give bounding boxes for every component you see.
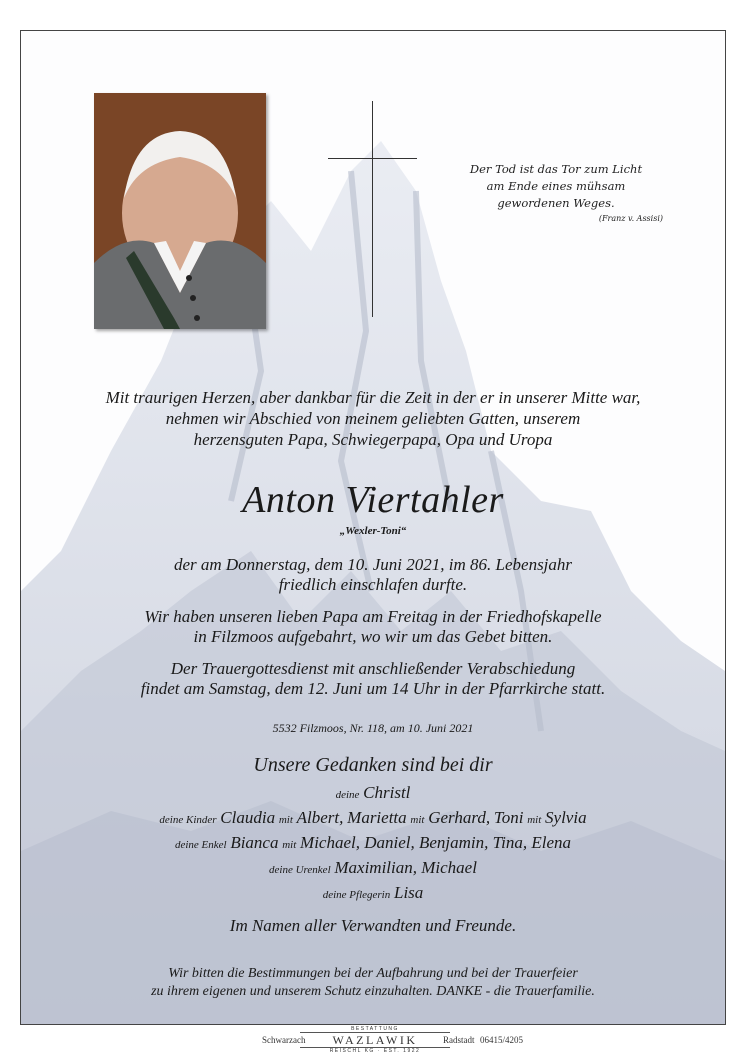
thoughts-heading: Unsere Gedanken sind bei dir (253, 754, 493, 776)
family-name: Lisa (393, 883, 424, 902)
notice-line: Wir haben unseren lieben Papa am Freitag in der Friedhofskapelle (144, 607, 602, 626)
portrait-photo (94, 93, 266, 329)
intro-line: herzensguten Papa, Schwiegerpapa, Opa und Uropa (193, 430, 553, 449)
quote-block (441, 161, 671, 226)
safety-plea (21, 965, 725, 1001)
family-label: deine Pflegerin (322, 889, 391, 901)
family-name: Maximilian, Michael (334, 858, 477, 877)
notice-line: friedlich einschlafen durfte. (278, 575, 468, 594)
family-label: deine (335, 789, 360, 801)
logo-top-text: BESTATTUNG (351, 1026, 399, 1032)
intro-line: Mit traurigen Herzen, aber dankbar für die Zeit in der er in unserer Mitte war, (105, 388, 641, 407)
cross-vertical (372, 101, 373, 317)
family-label: deine Enkel (174, 839, 227, 851)
family-word: mit (278, 814, 293, 826)
laying-out-notice (21, 607, 725, 647)
funeral-service-notice (21, 659, 725, 699)
intro-text (21, 387, 725, 450)
family-word: mit (282, 839, 297, 851)
family-word: mit (410, 814, 425, 826)
family-name: Bianca (230, 833, 279, 852)
family-name: Toni (493, 808, 524, 827)
footer-location-left: Schwarzach (262, 1035, 306, 1045)
notice-line: der am Donnerstag, dem 10. Juni 2021, im 86. Lebensjahr (173, 555, 573, 574)
cross-horizontal (328, 158, 417, 159)
undertaker-footer (0, 1026, 750, 1056)
footer-location-right: Radstadt (443, 1035, 475, 1045)
quote-source: (Franz v. Assisi) (598, 214, 663, 223)
undertaker-logo (300, 1026, 450, 1054)
footer-phone: 06415/4205 (480, 1035, 524, 1045)
family-name: Claudia (220, 808, 276, 827)
family-grandchildren (21, 833, 725, 855)
family-label: deine Kinder (159, 814, 217, 826)
family-name: Michael, Daniel, Benjamin, Tina, Elena (300, 833, 572, 852)
family-name: Sylvia (545, 808, 587, 827)
family-word: mit (527, 814, 542, 826)
quote-line: Der Tod ist das Tor zum Licht (469, 162, 643, 176)
family-great-grandchildren (21, 858, 725, 880)
plea-line: zu ihrem eigenen und unserem Schutz einzuhalten. DANKE - die Trauerfamilie. (151, 984, 595, 999)
death-notice (21, 555, 725, 595)
family-name: Marietta (347, 808, 407, 827)
family-label: deine Urenkel (269, 864, 331, 876)
family-carer (21, 883, 725, 905)
deceased-name: Anton Viertahler (242, 479, 504, 521)
obituary-card (20, 30, 726, 1025)
logo-name: WAZLAWIK (332, 1033, 418, 1047)
notice-line: in Filzmoos aufgebahrt, wo wir um das Gebet bitten. (193, 627, 553, 646)
family-children (21, 808, 725, 830)
plea-line: Wir bitten die Bestimmungen bei der Aufbahrung und bei der Trauerfeier (168, 966, 578, 981)
closing-line: Im Namen aller Verwandten und Freunde. (229, 916, 517, 935)
place-and-date: 5532 Filzmoos, Nr. 118, am 10. Juni 2021 (272, 721, 474, 735)
family-wife (21, 783, 725, 805)
quote-line: gewordenen Weges. (497, 196, 615, 210)
notice-line: findet am Samstag, dem 12. Juni um 14 Uhr in der Pfarrkirche statt. (140, 679, 606, 698)
notice-line: Der Trauergottesdienst mit anschließender Verabschiedung (170, 659, 576, 678)
deceased-nickname: „Wexler-Toni“ (339, 525, 407, 537)
family-name: Albert, (296, 808, 344, 827)
intro-line: nehmen wir Abschied von meinem geliebten Gatten, unserem (165, 409, 581, 428)
family-name: Christl (363, 783, 411, 802)
quote-line: am Ende eines mühsam (486, 179, 626, 193)
family-name: Gerhard, (428, 808, 491, 827)
logo-bottom-text: REISCHL KG · EST. 1922 (329, 1048, 421, 1054)
